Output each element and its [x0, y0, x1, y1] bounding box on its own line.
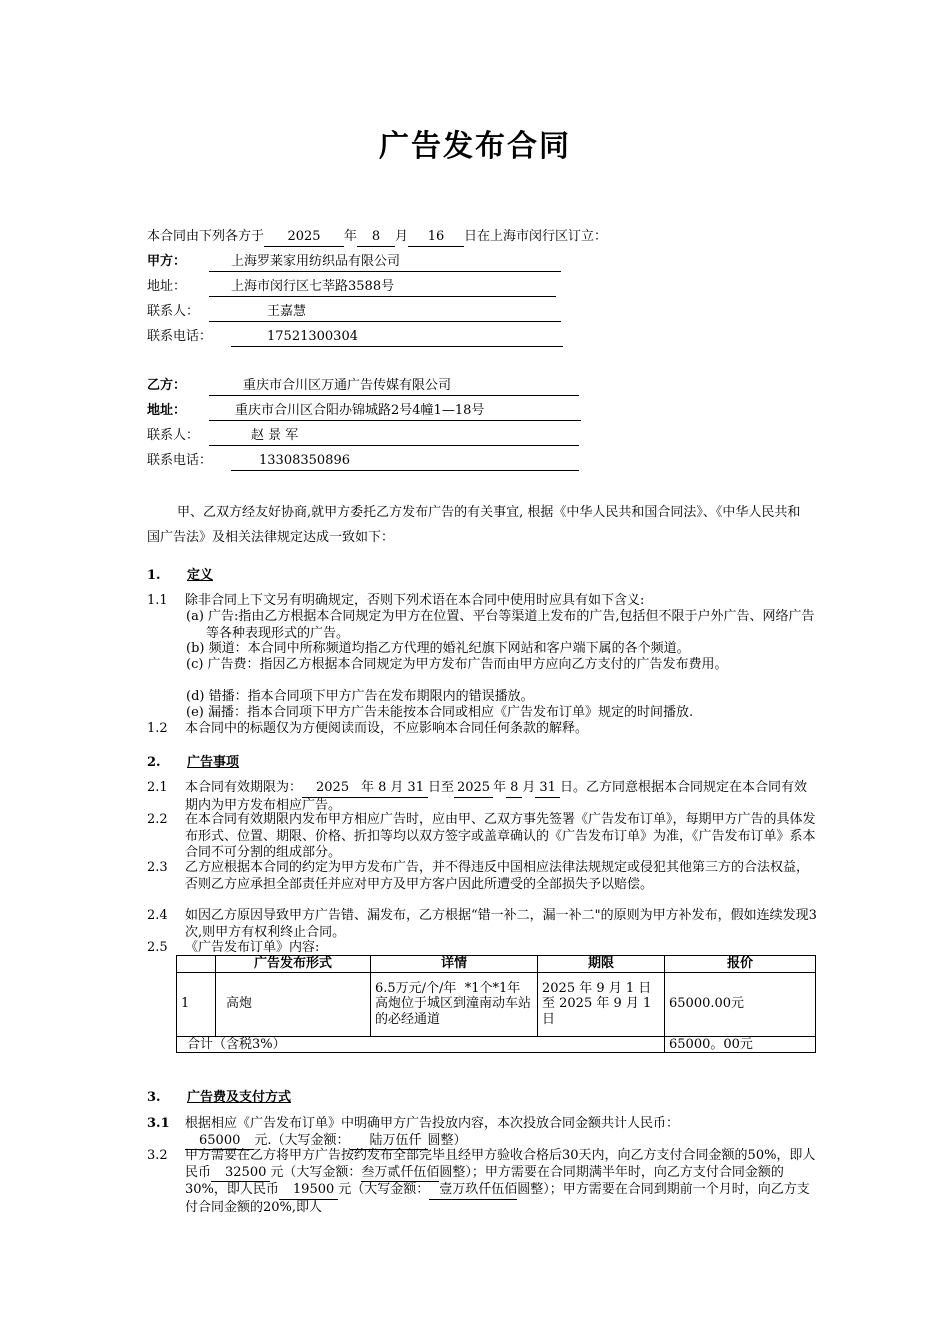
clause-2-1: 2.1 本合同有效期限为： 2025 年 8 月 31 日至 2025 年 8 月 31 日。乙方同意根据本合同规定在本合同有效期内为甲方发布相应广告。	[147, 780, 807, 813]
total-value: 65000。00元	[665, 1036, 816, 1053]
def-e: (e) 漏播：指本合同项下甲方广告未能按本合同或相应《广告发布订单》规定的时间播放.	[186, 705, 694, 720]
clause-1-2: 1.2 本合同中的标题仅为方便阅读而设，不应影响本合同任何条款的解释。	[147, 721, 589, 736]
table-total-row	[177, 1036, 816, 1053]
section-3-heading: 3. 广告费及支付方式	[147, 1090, 292, 1105]
party-a-name: 上海罗莱家用纺织品有限公司	[231, 254, 401, 269]
table-header	[177, 956, 216, 973]
table-header-row	[177, 956, 816, 973]
table-header: 详情	[371, 956, 538, 973]
party-a-phone-row: 联系电话： 17521300304	[147, 329, 212, 346]
clause-2-4: 2.4 如因乙方原因导致甲方广告错、漏发布，乙方根据“错一补二，漏一补二"的原则为甲方补发布，假如连续发现3次,则甲方有权利终止合同。	[147, 908, 817, 940]
sign-month: 8	[357, 229, 395, 247]
clause-1-1: 1.1 除非合同上下文另有明确规定，否则下列术语在本合同中使用时应具有如下含义:	[147, 593, 645, 608]
order-table	[176, 955, 816, 1053]
party-a-contact-row: 联系人： 王嘉慧	[147, 304, 199, 321]
sign-year: 2025	[264, 229, 344, 247]
table-header: 报价	[665, 956, 816, 973]
party-a-phone: 17521300304	[267, 329, 358, 344]
party-b-contact: 赵 景 军	[251, 428, 299, 443]
clause-2-2: 2.2 在本合同有效期限内发布甲方相应广告时，应由甲、乙双方事先签署《广告发布订单》，每期甲方广告的具体发布形式、位置、期限、价格、折扣等均以双方签字或盖章确认的《广告发布订单》为准，《广告发布订单》系本合同不可分割的组成部分。	[147, 812, 816, 861]
row-detail: 6.5万元/个/年 *1个*1年 高炮位于城区到潼南动车站的必经通道	[371, 972, 538, 1036]
section-1-heading: 1. 定义	[147, 568, 214, 583]
row-period: 2025 年 9 月 1 日 至 2025 年 9 月 1日	[538, 972, 665, 1036]
table-row	[177, 972, 816, 1036]
section-2-heading: 2. 广告事项	[147, 755, 240, 770]
clause-2-5: 2.5 《广告发布订单》内容:	[147, 940, 320, 955]
clause-3-2: 3.2 甲方需要在乙方将甲方广告按约发布全部完毕且经甲方验收合格后30天内，向乙方支付合同金额的50%，即人民币 32500 元（大写金额：叁万贰仟伍佰圆整）；甲方需要在合同期满半年时，向乙方支付合同金额的30%，即人民币 19500 元（大写金额： 壹万玖仟伍佰圆整）；甲方需要在合同到期前一个月时，向乙方支付合同金额的20%,即人	[147, 1148, 816, 1215]
party-b-contact-row: 联系人： 赵 景 军	[147, 428, 199, 445]
def-c: (c) 广告费：指因乙方根据本合同规定为甲方发布广告而由甲方应向乙方支付的广告发布费用。	[186, 657, 728, 672]
table-header: 期限	[538, 956, 665, 973]
clause-2-3: 2.3 乙方应根据本合同的约定为甲方发布广告，并不得违反中国相应法律法规规定或侵犯其他第三方的合法权益，否则乙方应承担全部责任并应对甲方及甲方客户因此所遭受的全部损失予以赔偿。	[147, 860, 810, 892]
party-b-address-row: 地址： 重庆市合川区合阳办锦城路2号4幢1—18号	[147, 403, 186, 420]
preamble: 甲、乙双方经友好协商,就甲方委托乙方发布广告的有关事宜, 根据《中华人民共和国合同法》、《中华人民共和国广告法》及相关法律规定达成一致如下：	[147, 505, 801, 545]
clause-3-1: 3.1 根据相应《广告发布订单》中明确甲方广告投放内容，本次投放合同金额共计人民币： 65000 元.（大写金额： 陆万伍仟 圆整）	[147, 1116, 817, 1150]
party-b-name: 重庆市合川区万通广告传媒有限公司	[243, 378, 452, 393]
party-b-name-row: 乙方： 重庆市合川区万通广告传媒有限公司	[147, 378, 186, 395]
party-b-phone: 13308350896	[259, 453, 350, 468]
table-header: 广告发布形式	[216, 956, 371, 973]
page-title: 广告发布合同	[379, 129, 571, 164]
def-b: (b) 频道：本合同中所称频道均指乙方代理的婚礼纪旗下网站和客户端下属的各个频道。	[186, 641, 690, 656]
party-b-phone-row: 联系电话： 13308350896	[147, 453, 212, 470]
total-label: 合计（含税3%）	[177, 1036, 665, 1053]
sign-day: 16	[408, 229, 464, 247]
row-price: 65000.00元	[665, 972, 816, 1036]
party-a-contact: 王嘉慧	[267, 304, 307, 319]
def-a: (a) 广告:指由乙方根据本合同规定为甲方在位置、平台等渠道上发布的广告,包括但不限于户外广告、网络广告等各种表现形式的广告。	[186, 609, 815, 641]
def-d: (d) 错播：指本合同项下甲方广告在发布期限内的错误播放。	[186, 689, 534, 704]
party-a-name-row: 甲方： 上海罗莱家用纺织品有限公司	[147, 254, 186, 271]
row-form: 高炮	[216, 972, 371, 1036]
row-no: 1	[177, 972, 216, 1036]
party-b-address: 重庆市合川区合阳办锦城路2号4幢1—18号	[235, 403, 485, 418]
party-a-address: 上海市闵行区七莘路3588号	[231, 279, 395, 294]
intro-line: 本合同由下列各方于 2025 年 8 月 16 日在上海市闵行区订立：	[147, 229, 607, 247]
party-a-address-row: 地址： 上海市闵行区七莘路3588号	[147, 279, 186, 296]
